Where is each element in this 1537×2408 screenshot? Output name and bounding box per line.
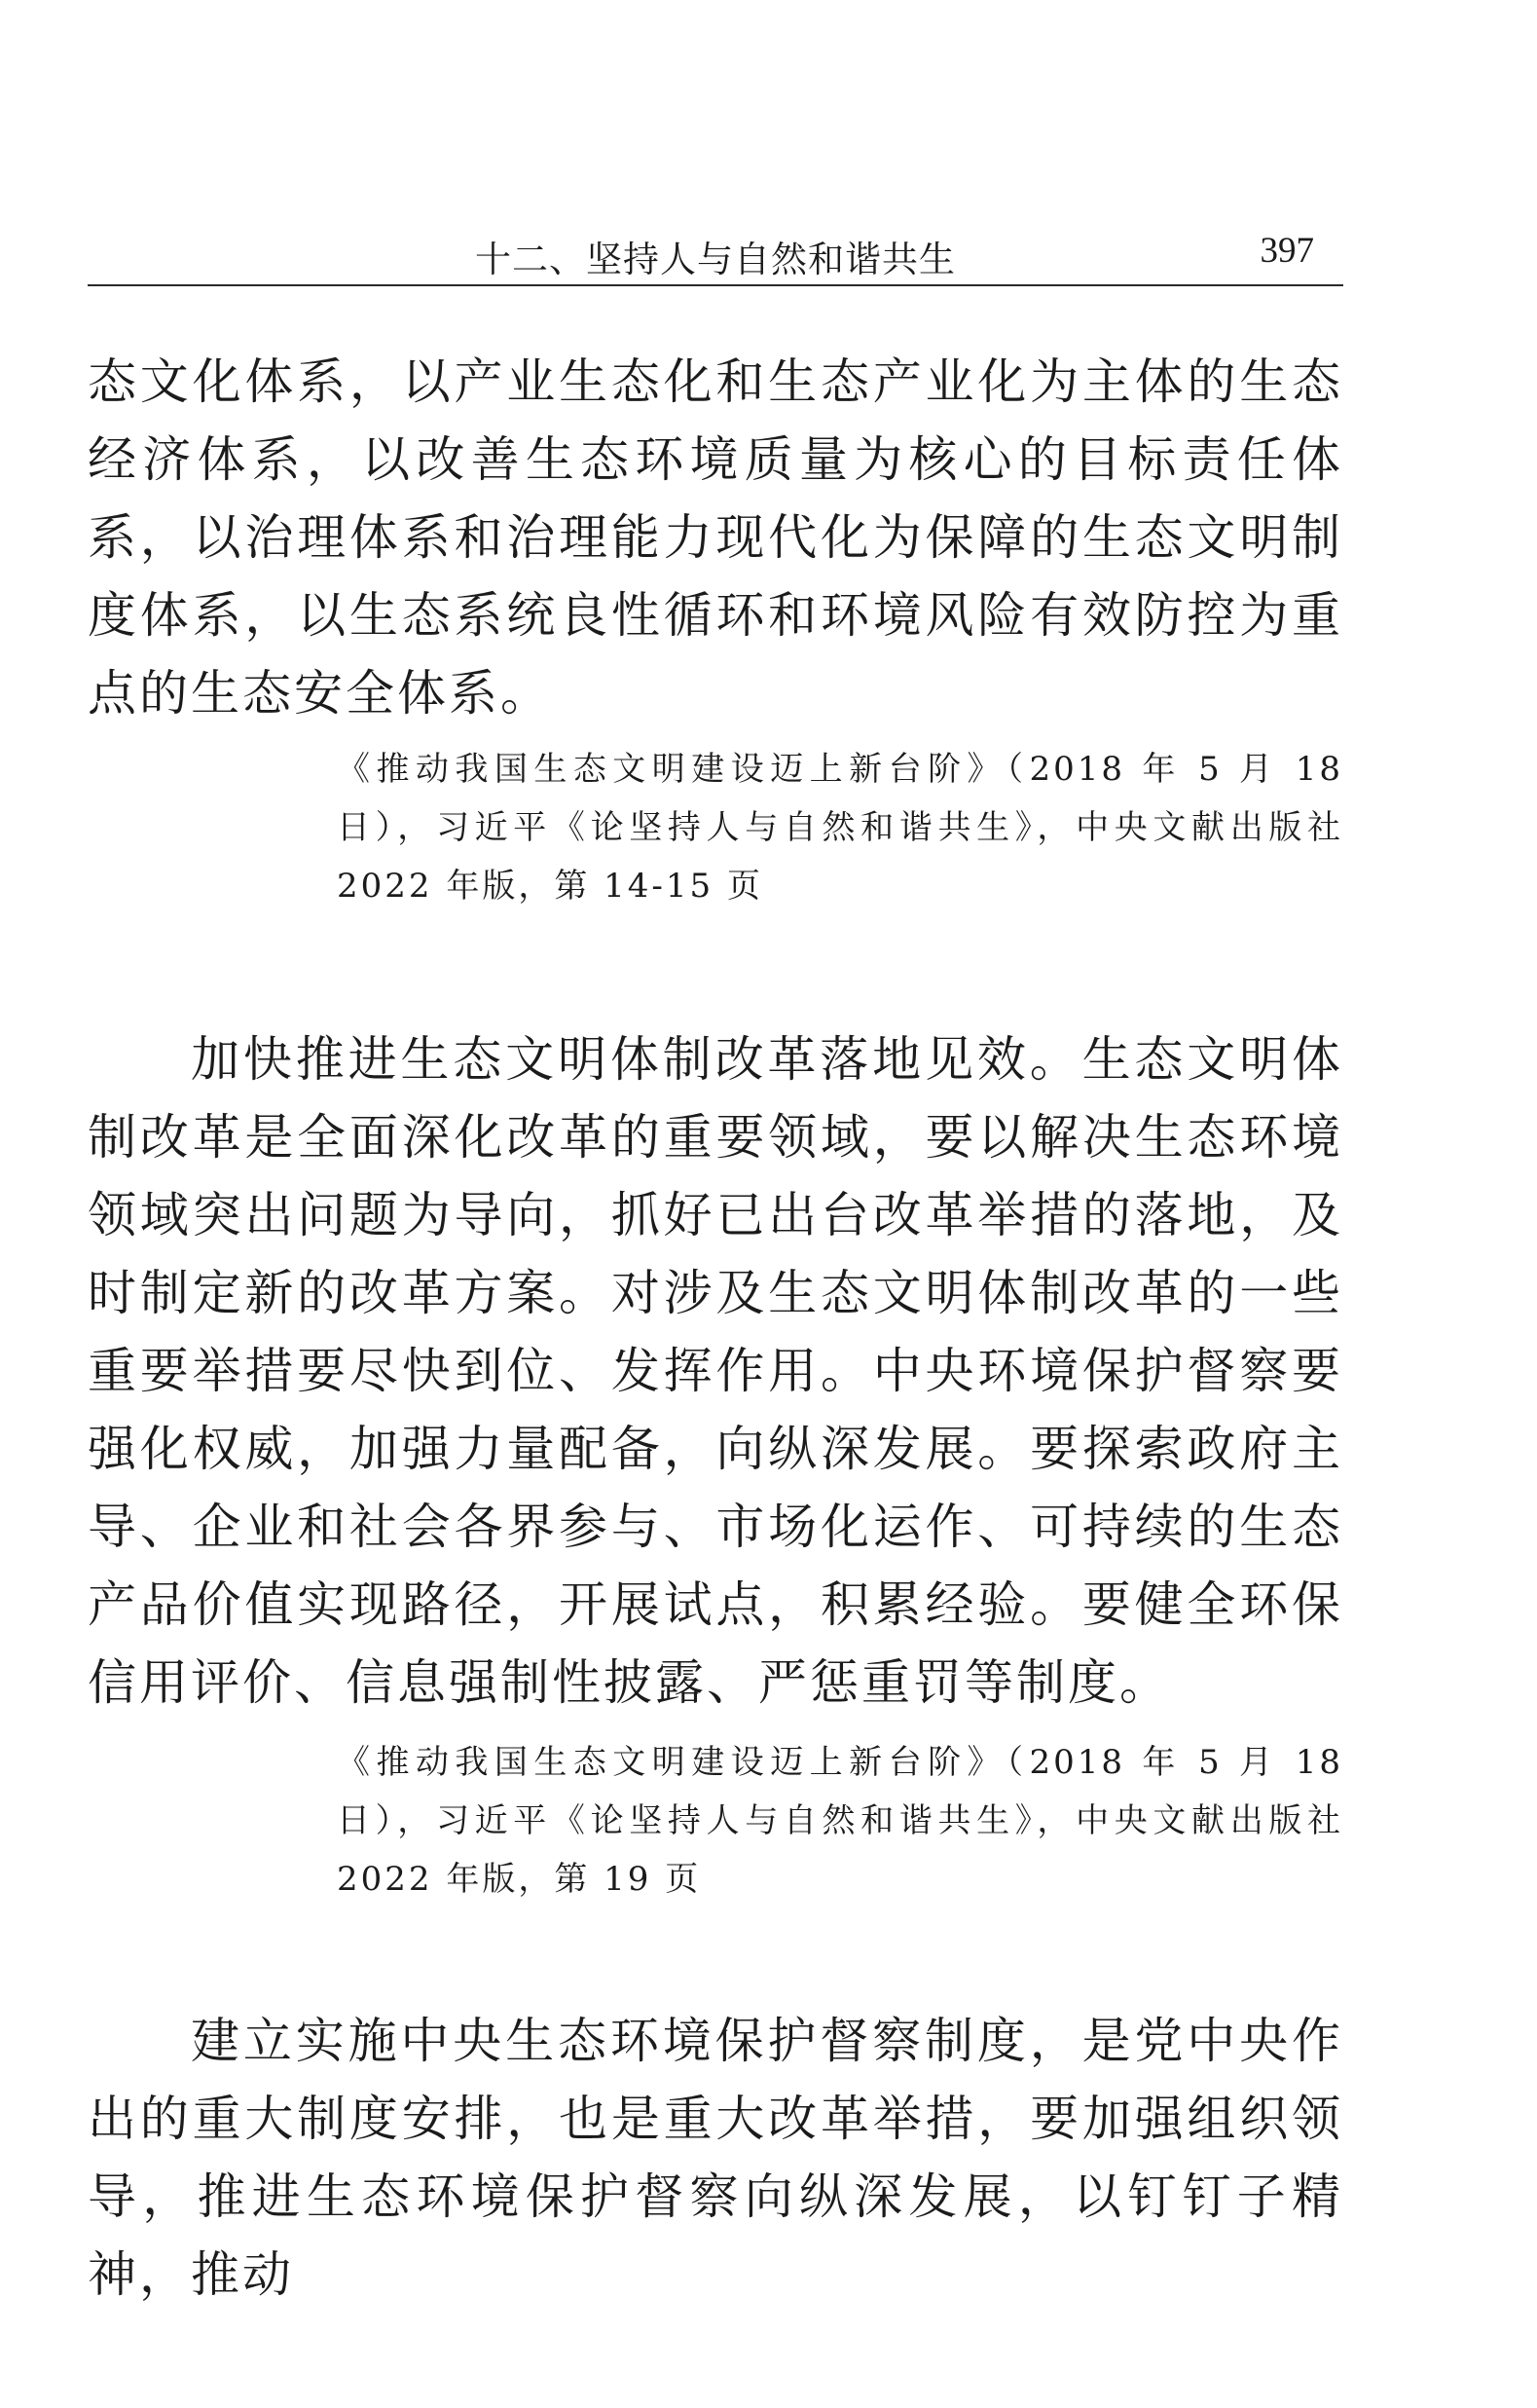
source-citation: 《推动我国生态文明建设迈上新台阶》（2018 年 5 月 18 日），习近平《论坚持人与自然和谐共生》，中央文献出版社 2022 年版，第 19 页 [337,1743,1343,1899]
running-head: 十二、坚持人与自然和谐共生 [475,239,956,280]
source-citation: 《推动我国生态文明建设迈上新台阶》（2018 年 5 月 18 日），习近平《论坚持人与自然和谐共生》，中央文献出版社 2022 年版，第 14-15 页 [337,750,1343,906]
body-paragraph: 加快推进生态文明体制改革落地见效。生态文明体制改革是全面深化改革的重要领域，要以解决生态环境领域突出问题为导向，抓好已出台改革举措的落地，及时制定新的改革方案。对涉及生态文明体制改革的一些重要举措要尽快到位、发挥作用。中央环境保护督察要强化权威，加强力量配备，向纵深发展。要探索政府主导、企业和社会各界参与、市场化运作、可持续的生态产品价值实现路径，开展试点，积累经验。要健全环保信用评价、信息强制性披露、严惩重罚等制度。 [88,1031,1343,1711]
page-number: 397 [1260,231,1314,271]
page-header [88,224,1343,286]
body-paragraph-continued: 态文化体系，以产业生态化和生态产业化为主体的生态经济体系，以改善生态环境质量为核心的目标责任体系，以治理体系和治理能力现代化为保障的生态文明制度体系，以生态系统良性循环和环境风险有效防控为重点的生态安全体系。 [88,353,1343,722]
body-paragraph: 建立实施中央生态环境保护督察制度，是党中央作出的重大制度安排，也是重大改革举措，要加强组织领导，推进生态环境保护督察向纵深发展，以钉钉子精神，推动 [88,2013,1343,2303]
